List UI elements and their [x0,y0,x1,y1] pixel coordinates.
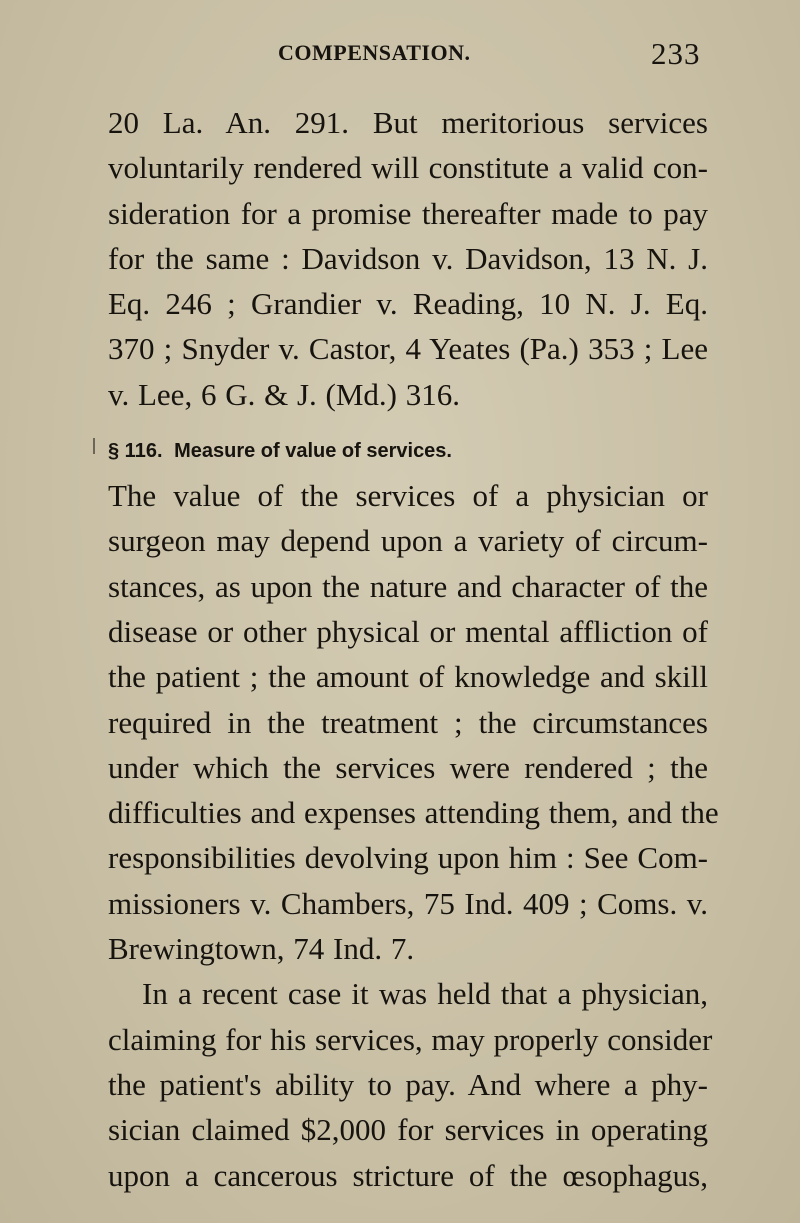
section-heading [108,431,708,471]
text-line: the patient's ability to pay. And where a phy- [108,1066,708,1102]
text-line: the patient ; the amount of knowledge and skill [108,659,708,695]
margin-mark [93,438,95,454]
continued-paragraph [108,100,708,417]
text-line: upon a cancerous stricture of the œsophagus, [108,1157,708,1193]
running-head [0,36,800,80]
text-line: Eq. 246 ; Grandier v. Reading, 10 N. J. Eq. [108,286,708,322]
body-text [108,100,719,1198]
running-title: COMPENSATION. [278,40,471,65]
paragraph-measure-of-value [108,473,719,971]
text-line: v. Lee, 6 G. & J. (Md.) 316. [108,376,460,412]
text-line: required in the treatment ; the circumstances [108,704,708,740]
text-line: sician claimed $2,000 for services in operating [108,1112,708,1148]
text-line: missioners v. Chambers, 75 Ind. 409 ; Coms. v. [108,885,708,921]
text-line: 20 La. An. 291. But meritorious services [108,105,708,140]
text-line: Brewingtown, 74 Ind. 7. [108,931,415,967]
section-number: § 116. [108,440,163,463]
text-line: stances, as upon the nature and character of the [108,568,708,604]
text-line: responsibilities devolving upon him : See Com- [108,840,708,876]
text-line: difficulties and expenses attending them, and the [108,795,719,831]
text-line: voluntarily rendered will constitute a valid con- [108,150,708,186]
text-line: The value of the services of a physician or [108,478,708,514]
text-line: claiming for his services, may properly consider [108,1021,713,1057]
text-line: under which the services were rendered ; the [108,749,708,785]
page-number: 233 [651,36,701,71]
text-line: surgeon may depend upon a variety of circum- [108,523,708,559]
section-title: Measure of value of services. [174,440,452,463]
text-line: disease or other physical or mental affliction of [108,613,708,649]
paragraph-recent-case [108,971,713,1197]
text-line: In a recent case it was held that a physician, [142,976,708,1012]
text-line: sideration for a promise thereafter made to pay [108,195,708,231]
text-line: 370 ; Snyder v. Castor, 4 Yeates (Pa.) 353 ; Lee [108,331,708,367]
text-line: for the same : Davidson v. Davidson, 13 N. J. [108,240,708,276]
